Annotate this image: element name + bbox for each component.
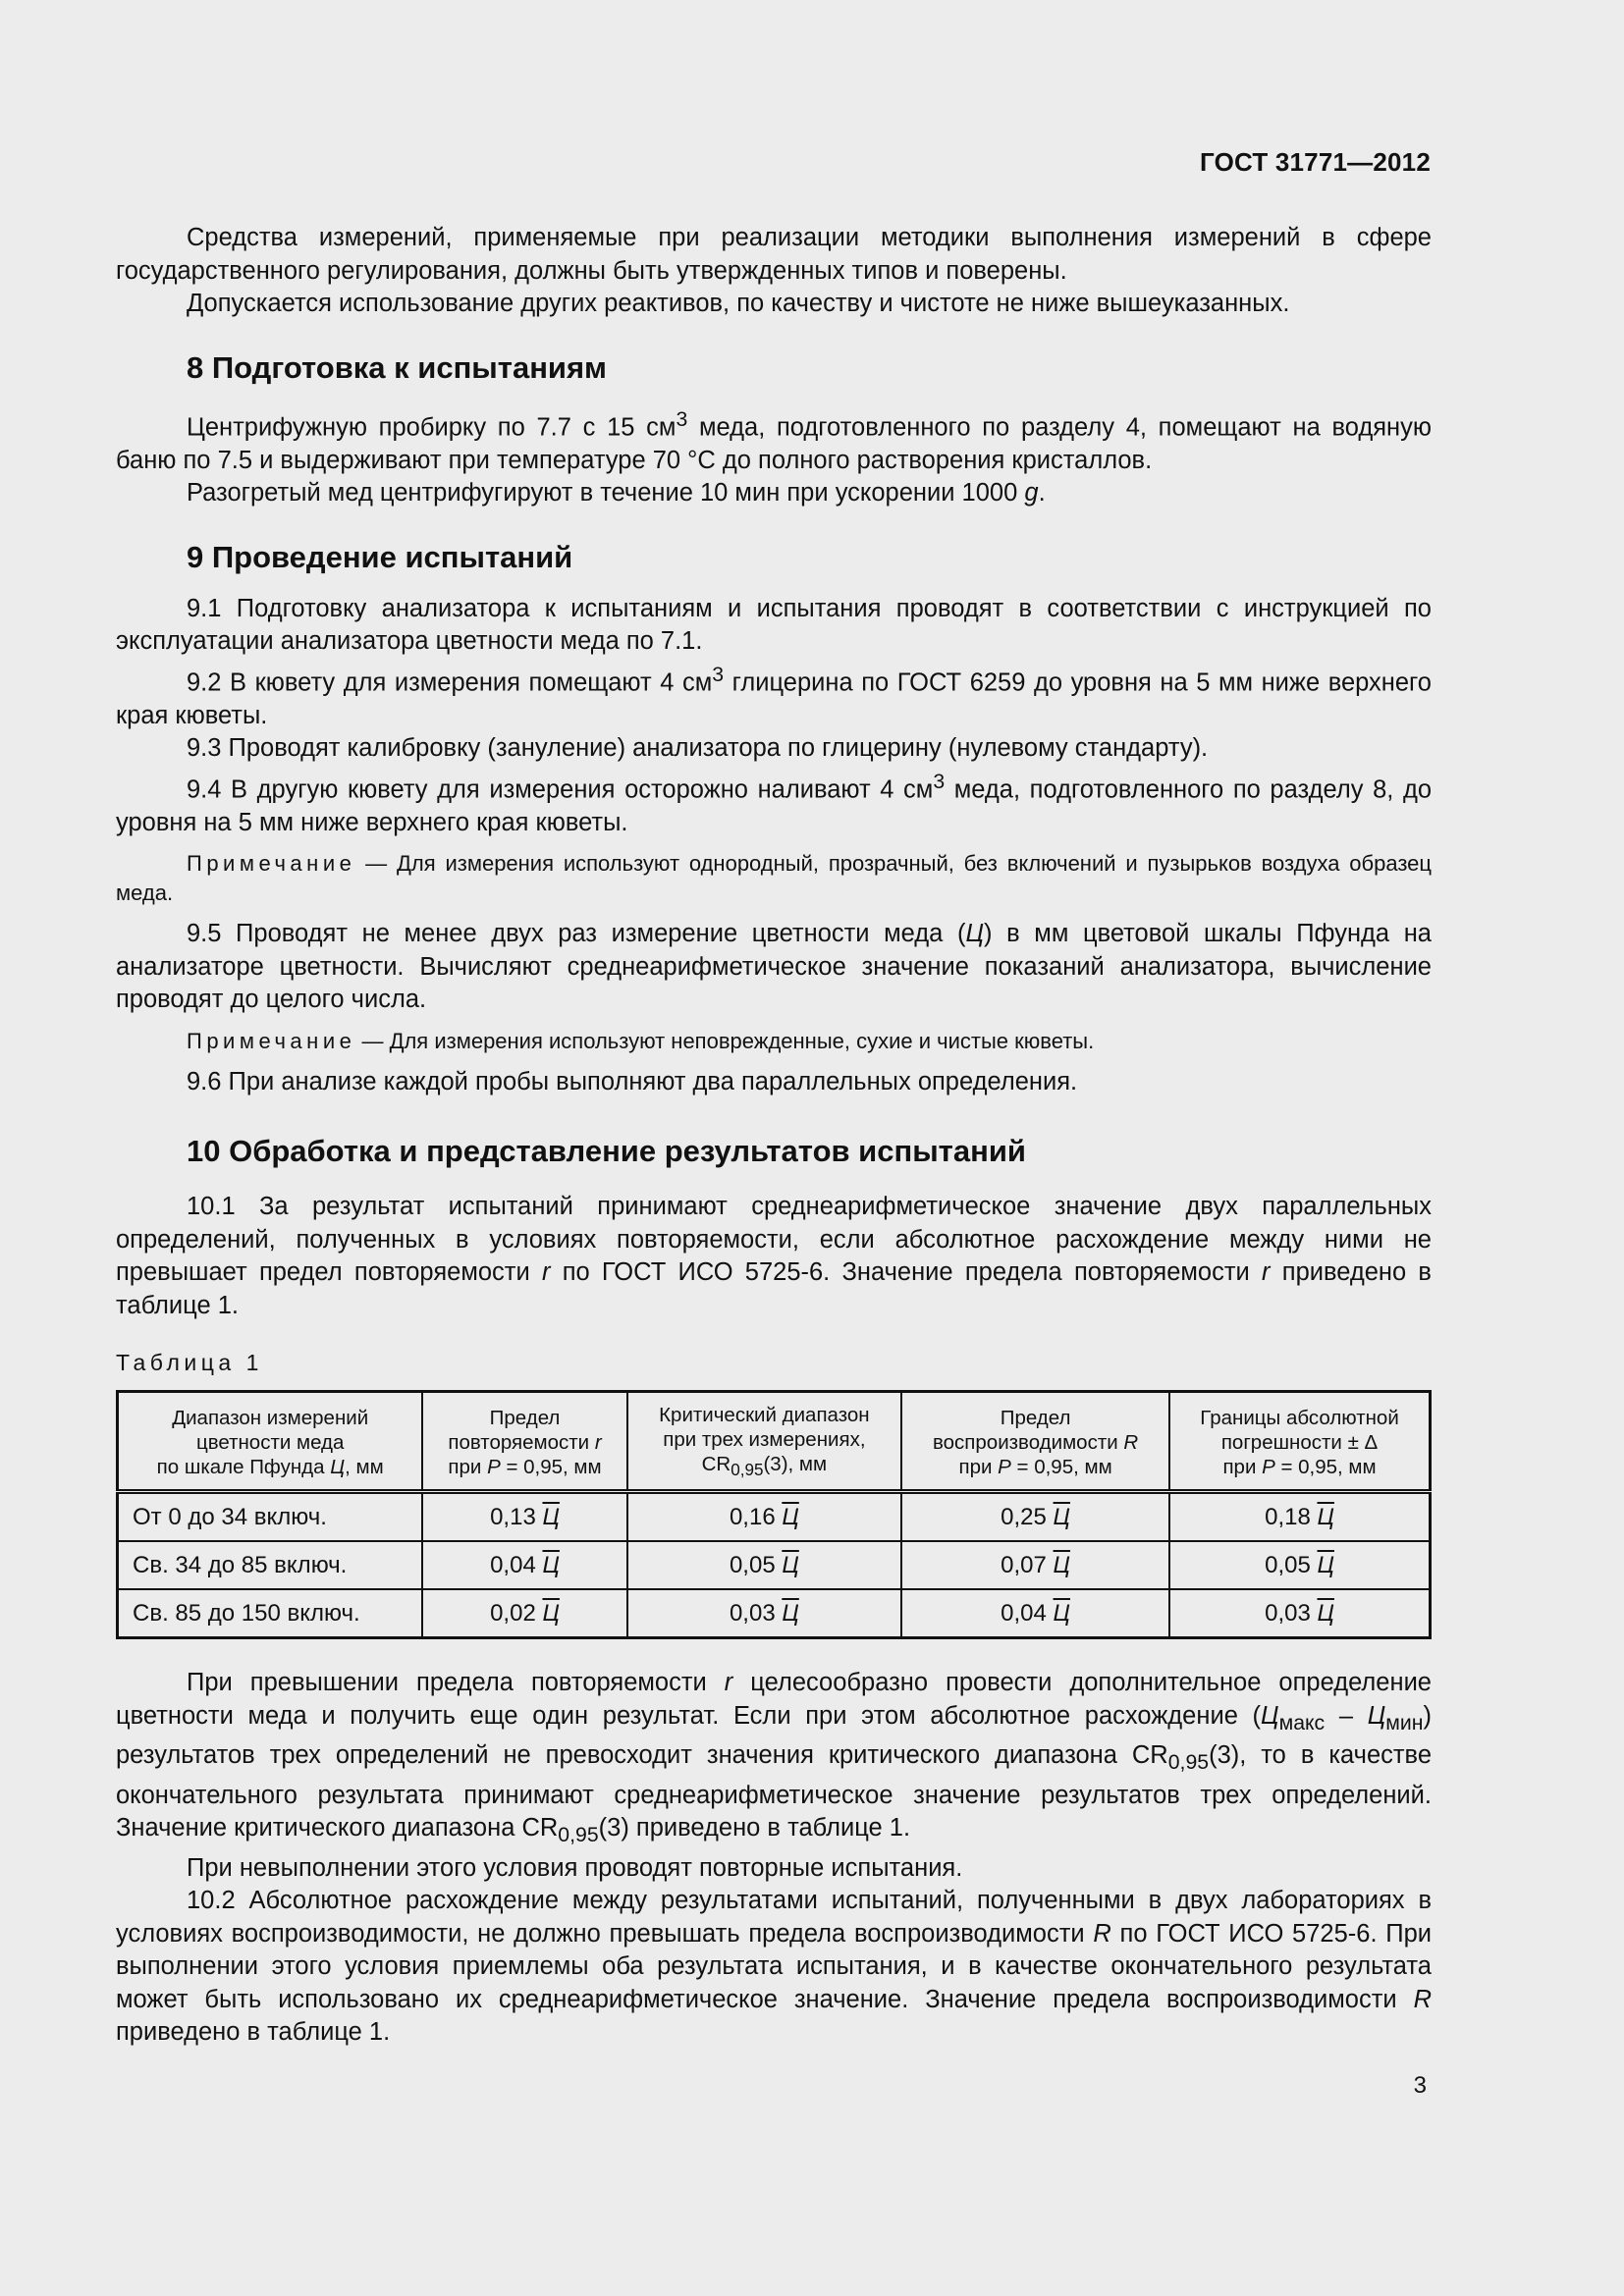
header-reproducibility-limit: Предел воспроизводимости R при P = 0,95, мм bbox=[901, 1392, 1169, 1492]
value-cell: 0,05 Ц bbox=[627, 1541, 901, 1589]
value-cell: 0,03 Ц bbox=[1169, 1589, 1430, 1638]
paragraph-10-2: 10.2 Абсолютное расхождение между результатами испытаний, полученными в двух лабораториях в условиях воспроизводимости, не должно превышать предела воспроизводимости R по ГОСТ ИСО 5725-6. При выполнении этого условия приемлемы оба результата испытания, и в качестве окончательного результата может быть использовано их среднеарифметическое значение. Значение предела воспроизводимости R приведено в таблице 1. bbox=[116, 1887, 1433, 2047]
paragraph-9-6: 9.6 При анализе каждой пробы выполняют два параллельных определения. bbox=[187, 1067, 1078, 1095]
document-code-header: ГОСТ 31771—2012 bbox=[1200, 147, 1431, 177]
note-1: Примечание — Для измерения используют однородный, прозрачный, без включений и пузырьков воздуха образец меда. bbox=[116, 851, 1432, 905]
header-repeatability-limit: Предел повторяемости r при P = 0,95, мм bbox=[422, 1392, 626, 1492]
paragraph-9-4: 9.4 В другую кювету для измерения осторожно наливают 4 $см^3$ меда, подготовленного по разделу 8, до уровня на 5 мм ниже верхнего края кюветы. bbox=[116, 769, 1432, 836]
paragraph-10-1: 10.1 За результат испытаний принимают среднеарифметическое значение двух параллельных определений, полученных в условиях повторяемости, если абсолютное расхождение между ними не превышает предел повторяемости r по ГОСТ ИСО 5725-6. Значение предела повторяемости r приведено в таблице 1. bbox=[116, 1193, 1432, 1319]
table-header-row bbox=[118, 1392, 1431, 1492]
paragraph-9-1: 9.1 Подготовку анализатора к испытаниям и испытания проводят в соответствии с инструкцией по эксплуатации анализатора цветности меда по 7.1. bbox=[116, 594, 1432, 655]
table-row bbox=[118, 1589, 1431, 1638]
range-cell: Св. 85 до 150 включ. bbox=[118, 1589, 423, 1638]
value-cell: 0,16 Ц bbox=[627, 1492, 901, 1542]
value-cell: 0,25 Ц bbox=[901, 1492, 1169, 1542]
value-cell: 0,07 Ц bbox=[901, 1541, 1169, 1589]
paragraph-repeat-tests: При невыполнении этого условия проводят повторные испытания. bbox=[187, 1853, 963, 1882]
value-cell: 0,02 Ц bbox=[422, 1589, 626, 1638]
intro-paragraph-1: Средства измерений, применяемые при реализации методики выполнения измерений в сфере государственного регулирования, должны быть утвержденных типов и поверены. bbox=[116, 224, 1432, 285]
paragraph-9-5: 9.5 Проводят не менее двух раз измерение цветности меда (Ц) в мм цветовой шкалы Пфунда на анализаторе цветности. Вычисляют среднеарифметическое значение показаний анализатора, вычисление проводят до целого числа. bbox=[116, 920, 1432, 1013]
table-row bbox=[118, 1492, 1431, 1542]
range-cell: Св. 34 до 85 включ. bbox=[118, 1541, 423, 1589]
section-9-heading: 9 Проведение испытаний bbox=[187, 539, 573, 574]
section-10-heading: 10 Обработка и представление результатов испытаний bbox=[187, 1134, 1026, 1168]
results-table bbox=[116, 1390, 1432, 1639]
value-cell: 0,13 Ц bbox=[422, 1492, 626, 1542]
header-error-bounds: Границы абсолютной погрешности ± Δ при P = 0,95, мм bbox=[1169, 1392, 1430, 1492]
paragraph-after-table: При превышении предела повторяемости r целесообразно провести дополнительное определение цветности меда и получить еще один результат. Если при этом абсолютное расхождение $(Ц_{макс} - Ц_{мин})$ результатов трех определений не превосходит значения критического диапазона $CR_{0,95}(3)$, то в качестве окончательного результата принимают среднеарифметическое значение результатов трех определений. Значение критического диапазона $CR_{0,95}(3)$ приведено в таблице 1. bbox=[116, 1669, 1432, 1847]
section-8-paragraph-1: Центрифужную пробирку по 7.7 с 15 $см^3$ меда, подготовленного по разделу 4, помещают на водяную баню по 7.5 и выдерживают при температуре 70 °С до полного растворения кристаллов. bbox=[116, 406, 1432, 474]
paragraph-9-3: 9.3 Проводят калибровку (зануление) анализатора по глицерину (нулевому стандарту). bbox=[187, 734, 1209, 762]
intro-paragraph-2: Допускается использование других реактивов, по качеству и чистоте не ниже вышеуказанных. bbox=[187, 290, 1290, 317]
value-cell: 0,05 Ц bbox=[1169, 1541, 1430, 1589]
value-cell: 0,04 Ц bbox=[901, 1589, 1169, 1638]
table-row bbox=[118, 1541, 1431, 1589]
paragraph-9-2: 9.2 В кювету для измерения помещают 4 $см^3$ глицерина по ГОСТ 6259 до уровня на 5 мм ниже верхнего края кюветы. bbox=[116, 662, 1432, 729]
page-content bbox=[116, 222, 1432, 2050]
value-cell: 0,18 Ц bbox=[1169, 1492, 1430, 1542]
range-cell: От 0 до 34 включ. bbox=[118, 1492, 423, 1542]
page-number: 3 bbox=[1413, 2072, 1427, 2099]
table-title: Таблица 1 bbox=[116, 1350, 263, 1375]
value-cell: 0,04 Ц bbox=[422, 1541, 626, 1589]
header-measurement-range: Диапазон измерений цветности меда по шкале Пфунда Ц, мм bbox=[118, 1392, 423, 1492]
header-critical-range: Критический диапазон при трех измерениях, $CR_{0,95}(3)$, мм bbox=[627, 1392, 901, 1492]
section-8-paragraph-2: Разогретый мед центрифугируют в течение 10 мин при ускорении 1000 g. bbox=[187, 479, 1046, 507]
section-8-heading: 8 Подготовка к испытаниям bbox=[187, 349, 607, 385]
note-2: Примечание — Для измерения используют неповрежденные, сухие и чистые кюветы. bbox=[187, 1028, 1095, 1053]
value-cell: 0,03 Ц bbox=[627, 1589, 901, 1638]
